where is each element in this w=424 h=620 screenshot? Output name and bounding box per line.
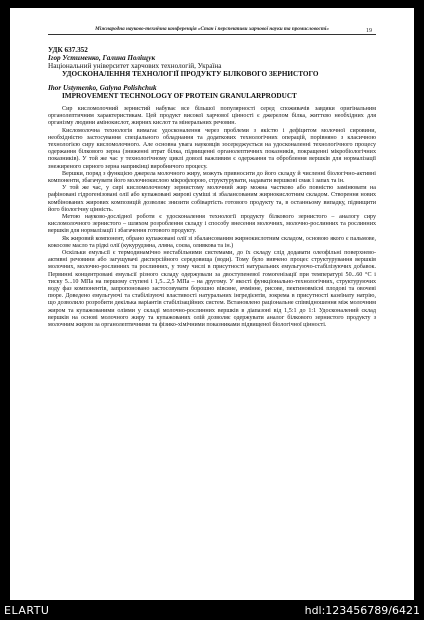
paragraph: Як жировий компонент, обрано купажовані олії зі збалансованим жирнокислотним складом, основою якого є пальмове, кокосове масло та рідкі олії (кукурудзяна, лляна, соєва, оливкова та ін.) — [48, 235, 376, 249]
article-body — [48, 46, 376, 329]
document-page — [10, 8, 414, 600]
paragraph: Вершки, поряд з функцією джерела молочного жиру, можуть привносити до його складу й численні біологічно-активні компоненти, збагачувати його молочнокислою мікрофлорою, структурувати, надавати вершкові смак і запах та ін. — [48, 170, 376, 185]
repository-name: ELARTU — [4, 604, 50, 617]
handle-link[interactable]: hdl:123456789/6421 — [304, 604, 420, 617]
paragraph: Сир кисломолочний зернистий набуває все більшої популярності серед споживачів завдяки оригінальним органолептичним характеристикам. Цей продукт високої харчової цінності є джерелом білка, життєво необхідних для організму людини амінокислот, жирних кислот та мінеральних речовин. — [48, 106, 376, 127]
header-rule — [48, 34, 376, 35]
conference-header: Міжнародна науково-технічна конференція «Стан і перспективи харчової науки та промисловості» — [95, 26, 329, 32]
title-ukrainian: УДОСКОНАЛЕННЯ ТЕХНОЛОГІЇ ПРОДУКТУ БІЛКОВОГО ЗЕРНИСТОГО — [62, 70, 319, 78]
paragraph: Кисломолочна технологія вимагає удосконалення через проблеми з якістю і дефіцитом молочної сировини, необхідністю застосування спеціального обладнання та додаткових технологічних операцій, порівняно з класичною технологією сиру кисломолочного. Але основна увага науковців зосереджується на удосконаленні технологічного процесу одержання білкового зерна (зниженні втрат білка, підвищенні органолептичних показників, покращенні мікробіологічних показників). У той же час у технологічному циклі доволі важливим є одержання та оброблення вершків для нормалізації знежиреного сирного зерна наприкінці виробничого процесу. — [48, 127, 376, 170]
title-english: IMPROVEMENT TECHNOLOGY OF PROTEIN GRANULARPRODUCT — [62, 92, 297, 100]
page-number: 19 — [366, 28, 372, 34]
authors-ukrainian: Ігор Устименко, Галина Поліщук — [48, 54, 156, 62]
paragraph: У той же час, у сирі кисломолочному зернистому молочний жир можна частково або повністю замінювати на рафіновані гідрогенізовані олії або купажовані жирові суміші зі збалансованим жирнокислотним складом. Створення нових комбінованих жирових композицій дозволяє знизити собівартість готового продукту та, в останньому випадку, підвищити його біологічну цінність. — [48, 185, 376, 213]
affiliation: Національний університет харчових технологій, Україна — [48, 62, 222, 70]
authors-english: Ihor Ustymenko, Galyna Polishchuk — [48, 84, 157, 92]
udk-code: УДК 637.352 — [48, 46, 88, 54]
paragraph: Оскільки емульсії є термодинамічно нестабільними системами, до їх складу слід додавати олеофільні поверхнево-активні речовини або загущувачі дисперсійного середовища (води). Тому було вивчено процес структурування вершків молочних, молочно-рослинних та рослинних, у тому числі в присутності натуральних емульгуючо-стабілізуючих добавок. Первинні концентровані емульсії різного складу одержували за двоступеневої гомогенізації при температурі 50...60 °С і тиску 5...10 МПа на першому ступені і 1,5...2,5 МПа – на другому. У якості функціонально-технологічних, структуруючих воду фаз компонентів, запропоновано застосовувати борошно вівсяне, ячмінне, рисове, пектиновмісні плодові та овочеві пюре. Доведено емульгуючі та стабілізуючі властивості натуральних інгредієнтів, зокрема в присутності казеїнату натрію, що дозволило розробити декілька варіантів стабілізаційних систем. Встановлено раціональне співвідношення між молочним жиром та купажованими оліями у складі молочно-рослинних вершків в діапазоні від 1,5:1 до 1:1 Удосконалений склад вершків на основі молочного жиру та купажованих олій дозволяє одержувати аналог білкового зернистого продукту з молочним жиром за органолептичними та фізико-хімічними показниками підвищеної біологічної цінності. — [48, 250, 376, 329]
paragraph: Метою науково-дослідної роботи є удосконалення технології продукту білкового зернистого – аналогу сиру кисломолочного зернистого – шляхом розроблення складу і способу внесення молочних, молочно-рослинних та рослинних вершків для нормалізації і збагачення готового продукту. — [48, 214, 376, 235]
repository-footer — [0, 600, 424, 620]
